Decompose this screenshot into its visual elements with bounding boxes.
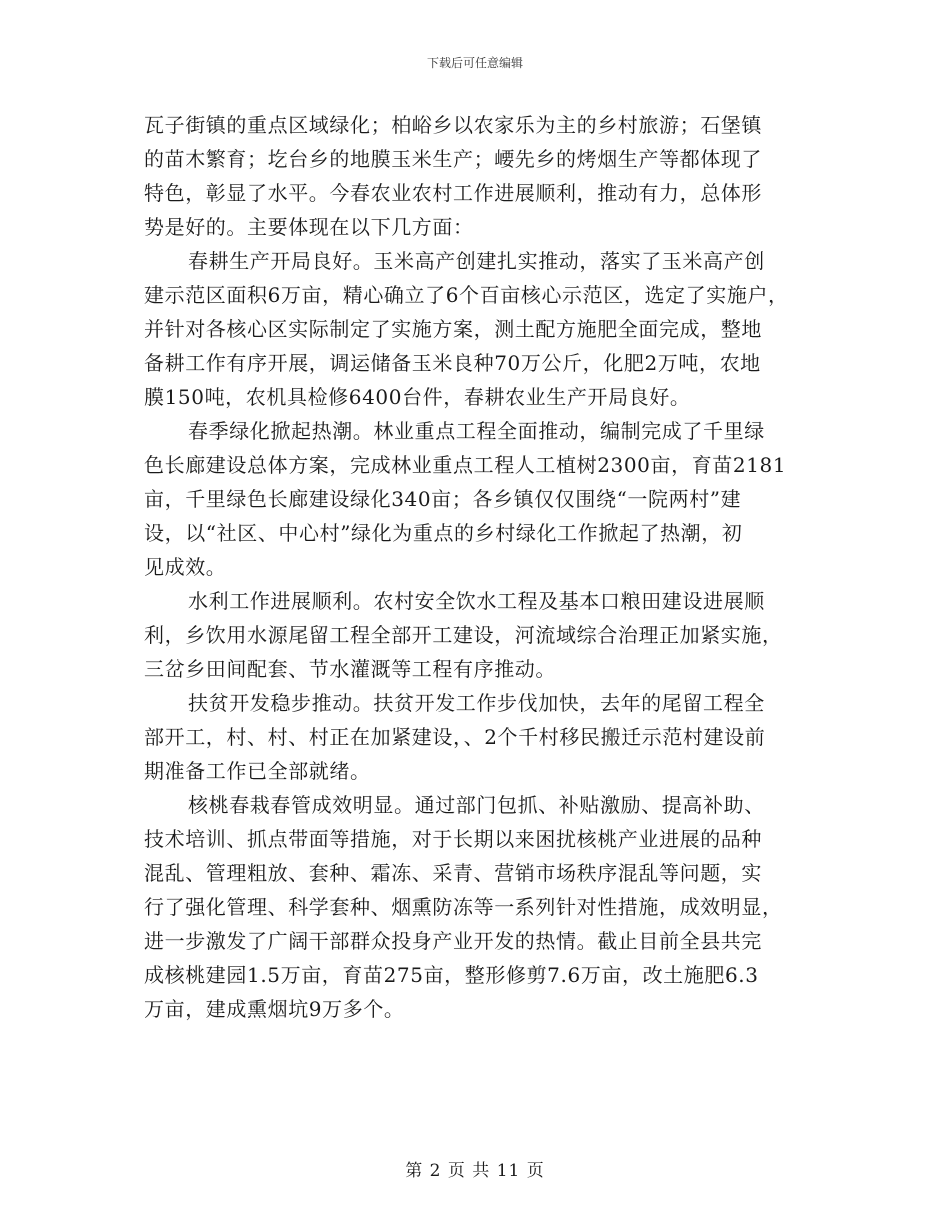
text-line: 建示范区面积6万亩，精心确立了6个百亩核心示范区，选定了实施户，	[144, 283, 789, 307]
paragraph-first-line: 扶贫开发稳步推动。扶贫开发工作步伐加快，去年的尾留工程全	[188, 691, 765, 715]
text-line: 势是好的。主要体现在以下几方面：	[144, 215, 474, 239]
paragraph-first-line: 春耕生产开局良好。玉米高产创建扎实推动，落实了玉米高产创	[188, 249, 765, 273]
text-line: 亩，千里绿色长廊建设绿化340亩；各乡镇仅仅围绕“一院两村”建	[144, 487, 742, 511]
text-line: 特色，彰显了水平。今春农业农村工作进展顺利，推动有力，总体形	[144, 181, 762, 205]
text-line: 见成效。	[144, 555, 227, 579]
text-line: 瓦子街镇的重点区域绿化；柏峪乡以农家乐为主的乡村旅游；石堡镇	[144, 113, 762, 137]
paragraph-first-line: 核桃春栽春管成效明显。通过部门包抓、补贴激励、提高补助、	[188, 793, 765, 817]
document-body	[144, 108, 824, 1026]
page-number: 第 2 页 共 11 页	[405, 1161, 545, 1181]
text-line: 色长廊建设总体方案，完成林业重点工程人工植树2300亩，育苗2181	[144, 453, 787, 477]
paragraph-first-line: 春季绿化掀起热潮。林业重点工程全面推动，编制完成了千里绿	[188, 419, 765, 443]
text-line: 行了强化管理、科学套种、烟熏防冻等一系列针对性措施，成效明显，	[144, 895, 783, 919]
text-line: 部开工，村、村、村正在加紧建设，、2个千村移民搬迁示范村建设前	[144, 725, 766, 749]
page-header: 下载后可任意编辑	[426, 56, 523, 70]
paragraph-first-line: 水利工作进展顺利。农村安全饮水工程及基本口粮田建设进展顺	[188, 589, 765, 613]
text-line: 期准备工作已全部就绪。	[144, 759, 371, 783]
text-line: 万亩，建成熏烟坑9万多个。	[144, 997, 405, 1021]
text-line: 三岔乡田间配套、节水灌溉等工程有序推动。	[144, 657, 556, 681]
text-line: 膜150吨，农机具检修6400台件，春耕农业生产开局良好。	[144, 385, 691, 409]
text-line: 备耕工作有序开展，调运储备玉米良种70万公斤，化肥2万吨，农地	[144, 351, 761, 375]
text-line: 成核桃建园1.5万亩，育苗275亩，整形修剪7.6万亩，改土施肥6.3	[144, 963, 759, 987]
text-line: 混乱、管理粗放、套种、霜冻、采青、营销市场秩序混乱等问题，实	[144, 861, 762, 885]
text-line: 技术培训、抓点带面等措施，对于长期以来困扰核桃产业进展的品种	[144, 827, 762, 851]
text-line: 的苗木繁育；圪台乡的地膜玉米生产；崾先乡的烤烟生产等都体现了	[144, 147, 762, 171]
text-line: 利，乡饮用水源尾留工程全部开工建设，河流域综合治理正加紧实施，	[144, 623, 783, 647]
text-line: 设，以“社区、中心村”绿化为重点的乡村绿化工作掀起了热潮，初	[144, 521, 743, 545]
text-line: 进一步激发了广阔干部群众投身产业开发的热情。截止目前全县共完	[144, 929, 762, 953]
text-line: 并针对各核心区实际制定了实施方案，测土配方施肥全面完成，整地	[144, 317, 762, 341]
